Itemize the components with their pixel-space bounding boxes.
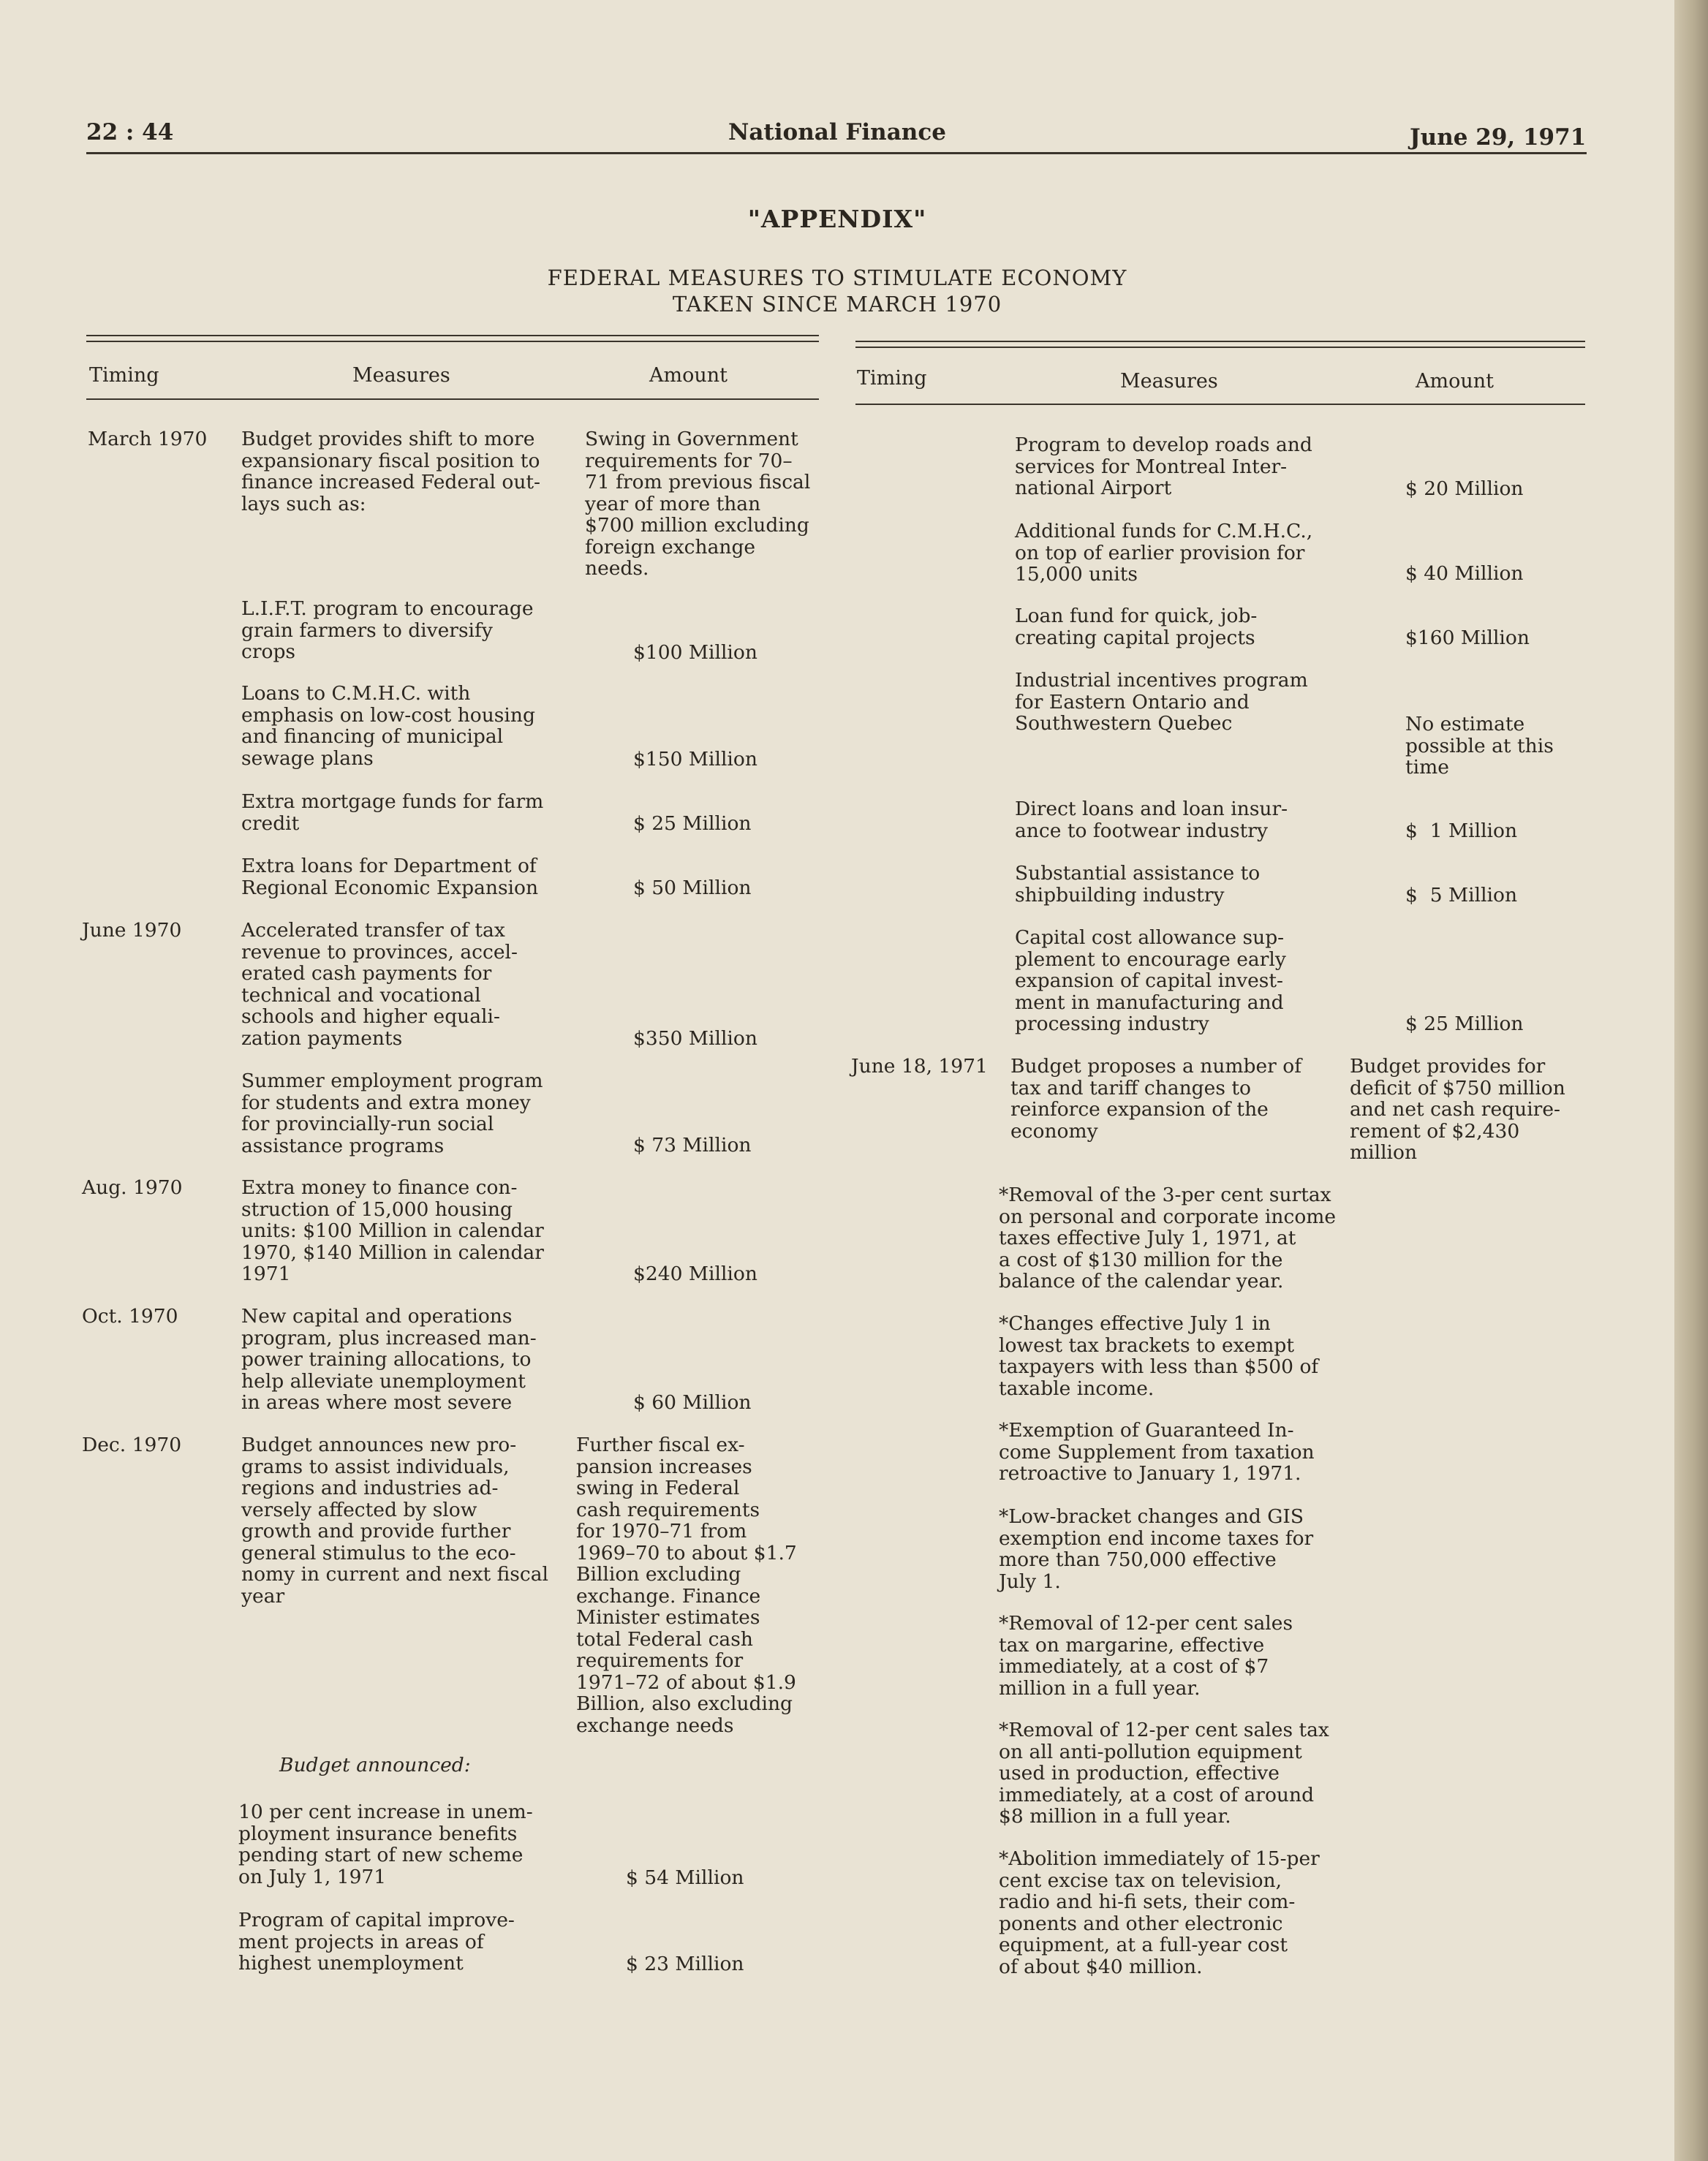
left-row-2-measure: L.I.F.T. program to encourage grain farmers to diversify crops [241, 597, 534, 663]
left-row-6-timing: June 1970 [82, 919, 182, 942]
left-header-amount: Amount [649, 364, 728, 387]
left-row-1-amount: Swing in Government requirements for 70– 71 from previous fiscal year of more than $700 million excluding foreign exchange needs. [585, 428, 811, 580]
budget-note-3: *Exemption of Guaranteed In- come Supplement from taxation retroactive to January 1, 1971. [999, 1419, 1315, 1485]
left-table-top-rule [86, 335, 819, 336]
right-row-2-amount: $ 40 Million [1405, 562, 1524, 585]
right-row-5-measure: Direct loans and loan insur- ance to footwear industry [1015, 798, 1288, 842]
left-row-7-amount: $ 73 Million [633, 1134, 752, 1157]
left-row-8-measure: Extra money to finance con- struction of 15,000 housing units: $100 Million in calendar 1970, $140 Million in calendar 1971 [241, 1176, 544, 1285]
left-row-10-measure: Budget announces new pro- grams to assist individuals, regions and industries ad- versely affected by slow growth and provide further general stimulus to the eco- nomy in current and next fiscal year [241, 1434, 548, 1608]
left-header-timing: Timing [89, 364, 159, 387]
left-header-measures: Measures [352, 364, 450, 387]
right-row-3-amount: $160 Million [1405, 627, 1530, 649]
left-table-head-rule [86, 398, 819, 400]
left-row-8-timing: Aug. 1970 [82, 1176, 183, 1199]
right-header-amount: Amount [1416, 370, 1494, 393]
right-row-7-measure: Capital cost allowance sup- plement to encourage early expansion of capital invest- ment in manufacturing and processing industry [1015, 926, 1286, 1035]
header-rule [86, 152, 1587, 154]
left-table-top-rule-2 [86, 341, 819, 342]
budget-note-5: *Removal of 12-per cent sales tax on margarine, effective immediately, at a cost of $7 million in a full year. [999, 1612, 1293, 1700]
left-row-6-amount: $350 Million [633, 1027, 757, 1050]
left-row-11-amount: $ 54 Million [626, 1866, 744, 1889]
right-row-2-measure: Additional funds for C.M.H.C., on top of earlier provision for 15,000 units [1015, 520, 1313, 586]
right-row-3-measure: Loan fund for quick, job- creating capital projects [1015, 605, 1258, 649]
right-header-measures: Measures [1120, 370, 1218, 393]
subtitle-line-2: TAKEN SINCE MARCH 1970 [672, 292, 1002, 317]
left-row-5-measure: Extra loans for Department of Regional Economic Expansion [241, 855, 539, 899]
left-row-8-amount: $240 Million [633, 1263, 757, 1285]
budget-note-4: *Low-bracket changes and GIS exemption end income taxes for more than 750,000 effective July 1. [999, 1505, 1314, 1593]
left-row-12-measure: Program of capital improve- ment projects in areas of highest unemployment [238, 1909, 515, 1975]
budget-note-2: *Changes effective July 1 in lowest tax brackets to exempt taxpayers with less than $500 of taxable income. [999, 1312, 1319, 1400]
budget-announced-label: Budget announced: [279, 1754, 471, 1776]
subtitle-line-1: FEDERAL MEASURES TO STIMULATE ECONOMY [547, 265, 1127, 290]
budget-note-1: *Removal of the 3-per cent surtax on personal and corporate income taxes effective July 1, 1971, at a cost of $130 million for the balance of the calendar year. [999, 1184, 1337, 1293]
right-table-top-rule-2 [855, 347, 1585, 348]
budget-note-6: *Removal of 12-per cent sales tax on all anti-pollution equipment used in production, effective immediately, at a cost of around $8 million in a full year. [999, 1719, 1329, 1828]
left-row-1-measure: Budget provides shift to more expansionary fiscal position to finance increased Federal out- lays such as: [241, 428, 541, 515]
left-row-3-measure: Loans to C.M.H.C. with emphasis on low-cost housing and financing of municipal sewage plans [241, 682, 535, 770]
left-row-10-amount: Further fiscal ex- pansion increases swing in Federal cash requirements for 1970–71 from 1969–70 to about $1.7 Billion excluding exchange. Finance Minister estimates total Federal cash requirements for 1971–72 of about $1.9 Billion, also excluding exchange needs [576, 1434, 797, 1737]
left-row-10-timing: Dec. 1970 [82, 1434, 182, 1456]
right-row-8-amount: Budget provides for deficit of $750 million and net cash require- rement of $2,430 million [1350, 1055, 1565, 1164]
right-row-8-timing: June 18, 1971 [851, 1055, 988, 1078]
right-row-6-measure: Substantial assistance to shipbuilding industry [1015, 862, 1261, 907]
left-row-2-amount: $100 Million [633, 641, 757, 664]
header-date: June 29, 1971 [1410, 124, 1587, 151]
right-table-head-rule [855, 404, 1585, 405]
right-row-1-measure: Program to develop roads and services for Montreal Inter- national Airport [1015, 434, 1312, 499]
right-row-7-amount: $ 25 Million [1405, 1013, 1524, 1035]
left-row-9-timing: Oct. 1970 [82, 1305, 178, 1328]
left-row-4-measure: Extra mortgage funds for farm credit [241, 790, 544, 835]
page-number: 22 : 44 [86, 119, 174, 145]
right-row-1-amount: $ 20 Million [1405, 477, 1524, 500]
left-row-11-measure: 10 per cent increase in unem- ployment insurance benefits pending start of new scheme on July 1, 1971 [238, 1801, 533, 1888]
budget-note-7: *Abolition immediately of 15-per cent excise tax on television, radio and hi-fi sets, their com- ponents and other electronic equipment, at a full-year cost of about $40 million. [999, 1847, 1320, 1978]
publication-name: National Finance [728, 119, 946, 145]
left-row-4-amount: $ 25 Million [633, 812, 752, 835]
left-row-7-measure: Summer employment program for students and extra money for provincially-run social assistance programs [241, 1070, 543, 1157]
left-row-12-amount: $ 23 Million [626, 1953, 744, 1975]
right-row-6-amount: $ 5 Million [1405, 884, 1518, 907]
appendix-title: "APPENDIX" [747, 205, 927, 233]
left-row-9-amount: $ 60 Million [633, 1391, 752, 1414]
right-header-timing: Timing [857, 367, 927, 390]
left-row-3-amount: $150 Million [633, 748, 757, 771]
right-row-4-amount: No estimate possible at this time [1405, 713, 1554, 779]
left-row-5-amount: $ 50 Million [633, 877, 752, 899]
right-row-5-amount: $ 1 Million [1405, 820, 1518, 842]
right-row-4-measure: Industrial incentives program for Eastern Ontario and Southwestern Quebec [1015, 669, 1308, 735]
right-table-top-rule [855, 341, 1585, 342]
left-row-6-measure: Accelerated transfer of tax revenue to provinces, accel- erated cash payments for technical and vocational schools and higher equali- zation payments [241, 919, 518, 1050]
left-row-9-measure: New capital and operations program, plus increased man- power training allocations, to help alleviate unemployment in areas where most severe [241, 1305, 537, 1414]
right-row-8-measure: Budget proposes a number of tax and tariff changes to reinforce expansion of the economy [1010, 1055, 1302, 1143]
book-binding-edge [1674, 0, 1708, 2161]
left-row-1-timing: March 1970 [88, 428, 208, 450]
